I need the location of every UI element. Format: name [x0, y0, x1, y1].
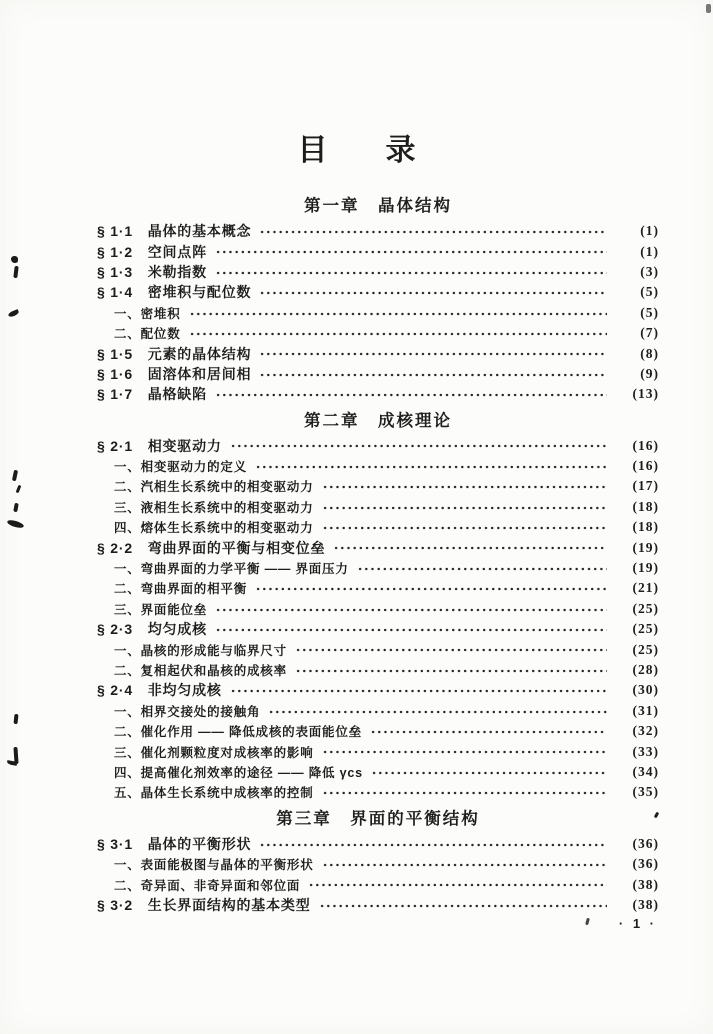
toc-entry-label: 三、催化剂颗粒度对成核率的影响	[114, 745, 314, 760]
toc-entry-label: § 1·1 晶体的基本概念	[97, 223, 252, 240]
toc-entry-label: 一、表面能极图与晶体的平衡形状	[114, 858, 314, 873]
toc-entry	[97, 639, 659, 659]
dot-leader	[322, 476, 607, 496]
toc-entry	[97, 782, 659, 802]
ink-speck	[12, 470, 18, 482]
toc-entry-page: (30)	[632, 682, 659, 698]
toc-entry-page: (31)	[632, 702, 659, 718]
dot-leader	[259, 221, 607, 241]
toc-entry-label: § 1·2 空间点阵	[97, 243, 207, 260]
ink-speck	[7, 760, 18, 766]
toc-entry	[97, 436, 659, 456]
page-title: 目 录	[297, 134, 430, 167]
toc-entry-page: (35)	[632, 784, 659, 800]
toc-entry-label: § 2·2 弯曲界面的平衡与相变位垒	[97, 539, 326, 556]
toc-entry-page: (32)	[632, 723, 659, 739]
dot-leader	[268, 701, 607, 721]
toc-entry	[97, 578, 659, 598]
toc-entry-page: (1)	[640, 243, 659, 259]
dot-leader	[189, 323, 607, 343]
toc-entry-page: (5)	[640, 304, 659, 320]
toc-entry-label: 三、液相生长系统中的相变驱动力	[114, 500, 314, 515]
toc-entry	[97, 558, 659, 578]
toc-entry-label: 一、晶核的形成能与临界尺寸	[114, 643, 287, 658]
toc-entry	[97, 660, 659, 680]
toc-entry-label: § 2·1 相变驱动力	[97, 437, 222, 454]
toc-entry-label: 二、配位数	[114, 327, 181, 342]
toc-entry	[97, 456, 659, 476]
dot-leader	[230, 436, 607, 456]
toc-entry	[97, 221, 659, 241]
chapter-heading: 第一章 晶体结构	[304, 197, 452, 215]
dot-leader	[215, 262, 607, 282]
toc-entry-page: (38)	[632, 876, 659, 892]
toc-entry	[97, 303, 659, 323]
toc-entry-page: (1)	[640, 223, 659, 239]
toc-entry	[97, 537, 659, 557]
ink-speck	[13, 266, 18, 278]
toc-entry-label: § 1·4 密堆积与配位数	[97, 284, 252, 301]
dot-leader	[215, 384, 607, 404]
toc-entry-page: (18)	[632, 519, 659, 535]
toc-entry	[97, 834, 659, 854]
toc-entry-page: (36)	[632, 856, 659, 872]
page-number-footer: · 1 ·	[618, 916, 657, 931]
toc-entry-label: 五、晶体生长系统中成核率的控制	[114, 786, 314, 801]
dot-leader	[215, 241, 607, 261]
dot-leader	[333, 537, 607, 557]
chapter-heading: 第三章 界面的平衡结构	[276, 809, 480, 828]
dot-leader	[295, 639, 607, 659]
toc-entry-label: § 3·1 晶体的平衡形状	[97, 835, 252, 852]
toc-entry	[97, 701, 659, 721]
toc-entry-page: (17)	[632, 478, 659, 494]
toc-entry-label: 三、界面能位垒	[114, 602, 208, 617]
dot-leader	[230, 680, 607, 700]
toc-entry-label: 四、熔体生长系统中的相变驱动力	[114, 521, 314, 536]
toc-entry-page: (8)	[640, 345, 659, 361]
toc-entry-page: (16)	[632, 458, 659, 474]
toc-entry	[97, 262, 659, 282]
toc-entry-page: (3)	[640, 263, 659, 279]
toc-entry	[97, 874, 659, 894]
toc-entry	[97, 384, 659, 404]
toc-entry-label: 一、相界交接处的接触角	[114, 704, 261, 719]
toc-entry-page: (7)	[640, 325, 659, 341]
ink-speck	[16, 485, 22, 494]
dot-leader	[322, 517, 607, 537]
toc-entry	[97, 323, 659, 343]
dot-leader	[255, 578, 607, 598]
toc-entry-label: § 1·7 晶格缺陷	[97, 386, 207, 403]
toc-entry	[97, 282, 659, 302]
dot-leader	[215, 599, 607, 619]
toc-entry-page: (16)	[632, 437, 659, 453]
dot-leader	[322, 854, 607, 874]
toc-entry	[97, 741, 659, 761]
ink-speck	[13, 503, 19, 513]
toc-entry-label: § 1·6 固溶体和居间相	[97, 365, 252, 382]
toc-entry-page: (19)	[632, 560, 659, 576]
ink-speck	[7, 309, 19, 318]
toc-entry-page: (38)	[632, 896, 659, 912]
toc-entry-label: 四、提高催化剂效率的途径 —— 降低 γcs	[114, 765, 363, 780]
dot-leader	[215, 619, 607, 639]
toc-entry-label: 二、弯曲界面的相平衡	[114, 582, 248, 597]
toc-entry-label: 二、复相起伏和晶核的成核率	[114, 664, 287, 678]
toc-entry-label: § 2·4 非均匀成核	[97, 682, 222, 699]
ink-speck	[706, 4, 711, 13]
chapter-heading: 第二章 成核理论	[304, 411, 452, 430]
toc-entry-page: (13)	[632, 386, 659, 402]
dot-leader	[189, 303, 607, 323]
toc-entry-label: 一、相变驱动力的定义	[114, 460, 248, 475]
toc-entry-page: (33)	[632, 743, 659, 759]
dot-leader	[370, 721, 607, 741]
dot-leader	[295, 660, 607, 680]
toc-entry-label: § 2·3 均匀成核	[97, 621, 207, 638]
ink-speck	[7, 519, 25, 529]
toc-entry-page: (9)	[640, 365, 659, 381]
toc-entry-page: (21)	[632, 580, 659, 596]
toc-entry	[97, 762, 659, 782]
ink-speck	[11, 256, 18, 263]
toc-entry-page: (19)	[632, 539, 659, 555]
toc-entry-page: (28)	[632, 662, 659, 677]
ink-speck	[585, 918, 590, 926]
ink-speck	[13, 714, 18, 724]
toc-entry-page: (34)	[632, 763, 659, 779]
toc-entry-page: (25)	[632, 641, 659, 657]
toc-entry	[97, 854, 659, 874]
toc-entry-label: 二、奇异面、非奇异面和邻位面	[114, 878, 301, 893]
toc-entry	[97, 343, 659, 363]
toc-entry-page: (5)	[640, 284, 659, 300]
toc-entry	[97, 497, 659, 517]
toc-entry-label: 二、汽相生长系统中的相变驱动力	[114, 480, 314, 495]
toc-entry	[97, 895, 659, 915]
dot-leader	[319, 895, 607, 915]
toc-entry-label: § 1·5 元素的晶体结构	[97, 345, 252, 362]
dot-leader	[259, 343, 607, 363]
toc-entry-label: § 3·2 生长界面结构的基本类型	[97, 896, 311, 913]
toc-entry	[97, 364, 659, 384]
toc-entry	[97, 517, 659, 537]
toc-entry-page: (36)	[632, 835, 659, 851]
toc-entry-page: (18)	[632, 498, 659, 514]
toc-entry-page: (25)	[632, 600, 659, 616]
toc-entry-page: (25)	[632, 621, 659, 637]
dot-leader	[259, 834, 607, 854]
toc-entry-label: 一、弯曲界面的力学平衡 —— 界面压力	[114, 562, 349, 577]
dot-leader	[255, 456, 607, 476]
toc-entry-label: § 1·3 米勒指数	[97, 263, 207, 280]
toc-entry	[97, 680, 659, 700]
toc-entry-label: 一、密堆积	[114, 306, 181, 321]
dot-leader	[322, 741, 607, 761]
toc	[97, 196, 659, 915]
toc-entry	[97, 241, 659, 261]
dot-leader	[322, 782, 607, 802]
dot-leader	[308, 874, 607, 894]
dot-leader	[357, 558, 607, 578]
dot-leader	[259, 364, 607, 384]
dot-leader	[259, 282, 607, 302]
dot-leader	[371, 762, 607, 782]
dot-leader	[322, 497, 607, 517]
toc-entry	[97, 476, 659, 496]
toc-entry-label: 二、催化作用 —— 降低成核的表面能位垒	[114, 725, 362, 740]
toc-entry	[97, 721, 659, 741]
toc-entry	[97, 599, 659, 619]
toc-entry	[97, 619, 659, 639]
